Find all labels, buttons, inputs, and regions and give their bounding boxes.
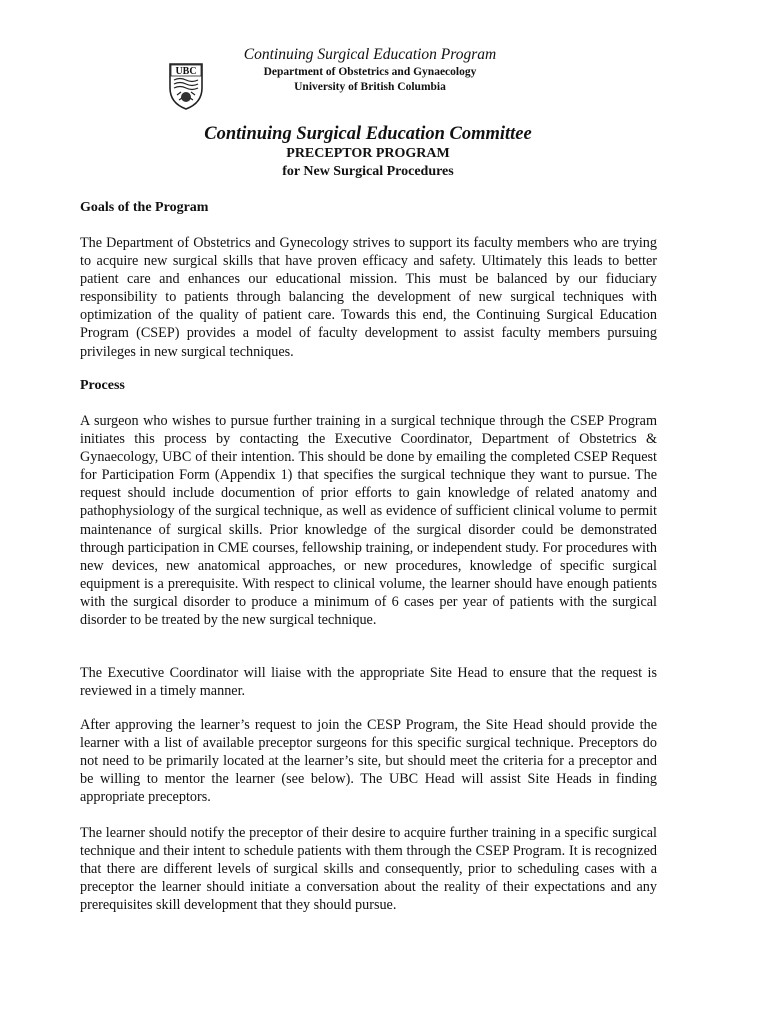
committee-title: Continuing Surgical Education Committee	[204, 124, 532, 144]
document-subtitle: for New Surgical Procedures	[282, 164, 454, 179]
program-name: Continuing Surgical Education Program	[243, 46, 497, 63]
department-name: Department of Obstetrics and Gynaecology	[263, 66, 477, 78]
preceptor-program-title: PRECEPTOR PROGRAM	[286, 146, 450, 161]
process-paragraph-2: The Executive Coordinator will liaise with the appropriate Site Head to ensure that the request is reviewed in a timely manner.	[80, 665, 657, 700]
university-name: University of British Columbia	[294, 81, 446, 93]
process-paragraph-1: A surgeon who wishes to pursue further training in a surgical technique through the CSEP Program initiates this process by contacting the Executive Coordinator, Department of Obstetrics & Gynaecology, UBC of their intention. This should be done by emailing the completed CSEP Request for Participation Form (Appendix 1) that specifies the surgical technique they want to pursue. The request should include documention of prior efforts to gain knowledge of related anatomy and pathophysiology of the surgical technique, as well as evidence of sufficient clinical volume to permit maintenance of surgical skills. Prior knowledge of the surgical disorder could be demonstrated through participation in CME courses, fellowship training, or independent study. For procedures with new devices, new anatomical approaches, or new procedures, knowledge of specific surgical equipment is a prerequisite. With respect to clinical volume, the learner should have enough patients with the surgical disorder to produce a minimum of 6 cases per year of patients with the surgical disorder to be treated by the new surgical technique.	[80, 413, 657, 629]
goals-heading: Goals of the Program	[80, 200, 209, 215]
ubc-logo-text: UBC	[175, 66, 197, 77]
process-heading: Process	[80, 378, 125, 393]
goals-paragraph: The Department of Obstetrics and Gynecology strives to support its faculty members who are trying to acquire new surgical skills that have proven efficacy and safety. Ultimately this leads to better patient care and enhances our educational mission. This must be balanced by our fiduciary responsibility to patients through balancing the development of new surgical techniques with optimization of the quality of patient care. Towards this end, the Continuing Surgical Education Program (CSEP) provides a model of faculty development to assist faculty members pursuing privileges in new surgical techniques.	[80, 235, 657, 360]
process-paragraph-4: The learner should notify the preceptor of their desire to acquire further training in a specific surgical technique and their intent to schedule patients with them through the CSEP Program. It is recognized that there are different levels of surgical skills and consequently, prior to scheduling cases with a preceptor the learner should initiate a conversation about the reality of their expectations and any prerequisites skill development that they should pursue.	[80, 825, 657, 914]
process-paragraph-3: After approving the learner’s request to join the CESP Program, the Site Head should provide the learner with a list of available preceptor surgeons for this specific surgical technique. Preceptors do not need to be primarily located at the learner’s site, but should meet the criteria for a preceptor and be willing to mentor the learner (see below). The UBC Head will assist Site Heads in finding appropriate preceptors.	[80, 717, 657, 806]
